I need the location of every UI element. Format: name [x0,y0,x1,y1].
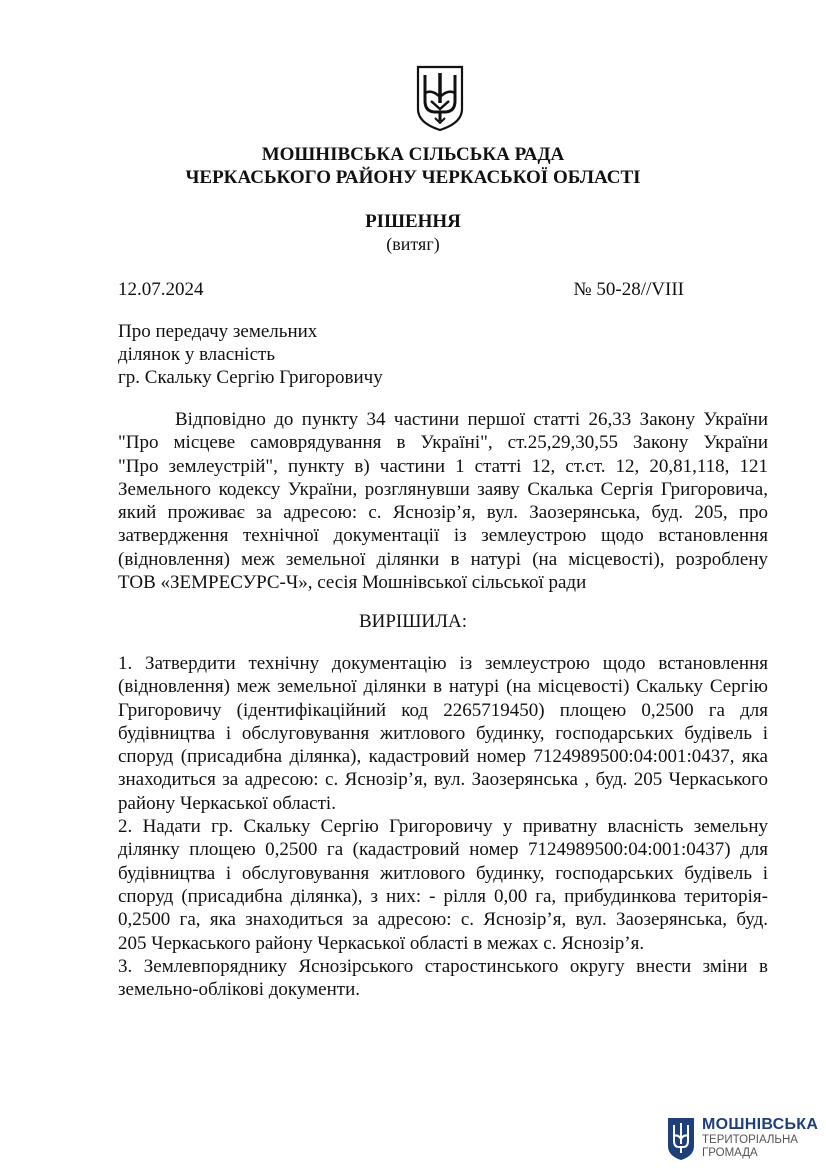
decision-line: 2. Надати гр. Скальку Сергію Григоровичу у приватну власність земельну [118,816,768,838]
preamble-line: "Про місцеве самоврядування в Україні", ст.25,29,30,55 Закону України [118,432,768,454]
subject-line: ділянок у власність [118,344,275,365]
preamble-line: Відповідно до пункту 34 частини першої статті 26,33 Закону України [175,409,768,430]
council-name: МОШНІВСЬКА СІЛЬСЬКА РАДА [261,144,565,165]
document-title: РІШЕННЯ [365,211,461,232]
decision-line: споруд (присадибна ділянка), з них: - рілля 0,00 га, прибудинкова територія- [118,885,768,907]
decision-line: 1. Затвердити технічну документацію із землеустрою щодо встановлення [118,653,768,674]
decision-body [118,652,768,1001]
council-district: ЧЕРКАСЬКОГО РАЙОНУ ЧЕРКАСЬКОЇ ОБЛАСТІ [185,167,641,188]
logo-subtitle [702,1134,798,1160]
document-date: 12.07.2024 [118,279,204,300]
decision-line: (відновлення) меж земельної ділянки в натурі (на місцевості) Скальку Сергію [118,676,768,698]
decision-line: ділянку площею 0,2500 га (кадастровий номер 7124989500:04:001:0437) для [118,839,768,861]
decided-heading: ВИРІШИЛА: [358,611,468,632]
coat-of-arms-icon [414,63,466,133]
decision-line: будівництва і обслуговування житлового будинку, господарських будівель і [118,862,768,884]
preamble-line: який проживає за адресою: с. Яснозір’я, вул. Заозерянська, буд. 205, про [118,502,768,524]
trident-logo-icon [666,1116,696,1162]
decision-line: 205 Черкаського району Черкаської області в межах с. Яснозір’я. [118,932,645,954]
subject-line: Про передачу земельних [118,321,318,342]
document-subtitle: (витяг) [386,234,440,254]
decision-line: району Черкаської області. [118,792,336,814]
preamble-line: (відновлення) меж земельної ділянки в натурі (на місцевості), розроблену [118,548,768,570]
decision-line: земельно-облікові документи. [118,979,360,1001]
decision-line: споруд (присадибна ділянка), кадастровий номер 7124989500:04:001:0437, яка [118,746,768,768]
community-logo [666,1116,819,1164]
logo-line: ГРОМАДА [702,1147,758,1159]
logo-line: ТЕРИТОРІАЛЬНА [702,1134,798,1146]
preamble-line: затвердження технічної документації із землеустрою щодо встановлення [118,525,768,547]
decision-line: будівництва і обслуговування житлового будинку, господарських будівель і [118,722,768,744]
preamble-line: Земельного кодексу України, розглянувши заяву Скалька Сергія Григоровича, [118,478,768,500]
preamble-line: "Про землеустрій", пункту в) частини 1 статті 12, ст.ст. 12, 20,81,118, 121 [118,455,768,477]
decision-line: 3. Землевпоряднику Яснозірського старостинського округу внести зміни в [118,955,768,977]
decision-line: 0,2500 га, яка знаходиться за адресою: с. Яснозір’я, вул. Заозерянська, буд. [118,909,768,931]
subject-line: гр. Скальку Сергію Григоровичу [118,367,383,388]
decision-line: Григоровичу (ідентифікаційний код 2265719450) площею 0,2500 га для [118,699,768,721]
preamble-paragraph [118,408,768,594]
document-number: № 50-28//VIII [573,279,684,300]
decision-line: знаходиться за адресою: с. Яснозір’я, вул. Заозерянська , буд. 205 Черкаського [118,769,768,791]
logo-name: МОШНІВСЬКА [702,1116,819,1133]
preamble-line: ТОВ «ЗЕМРЕСУРС-Ч», сесія Мошнівської сільської ради [118,572,587,594]
